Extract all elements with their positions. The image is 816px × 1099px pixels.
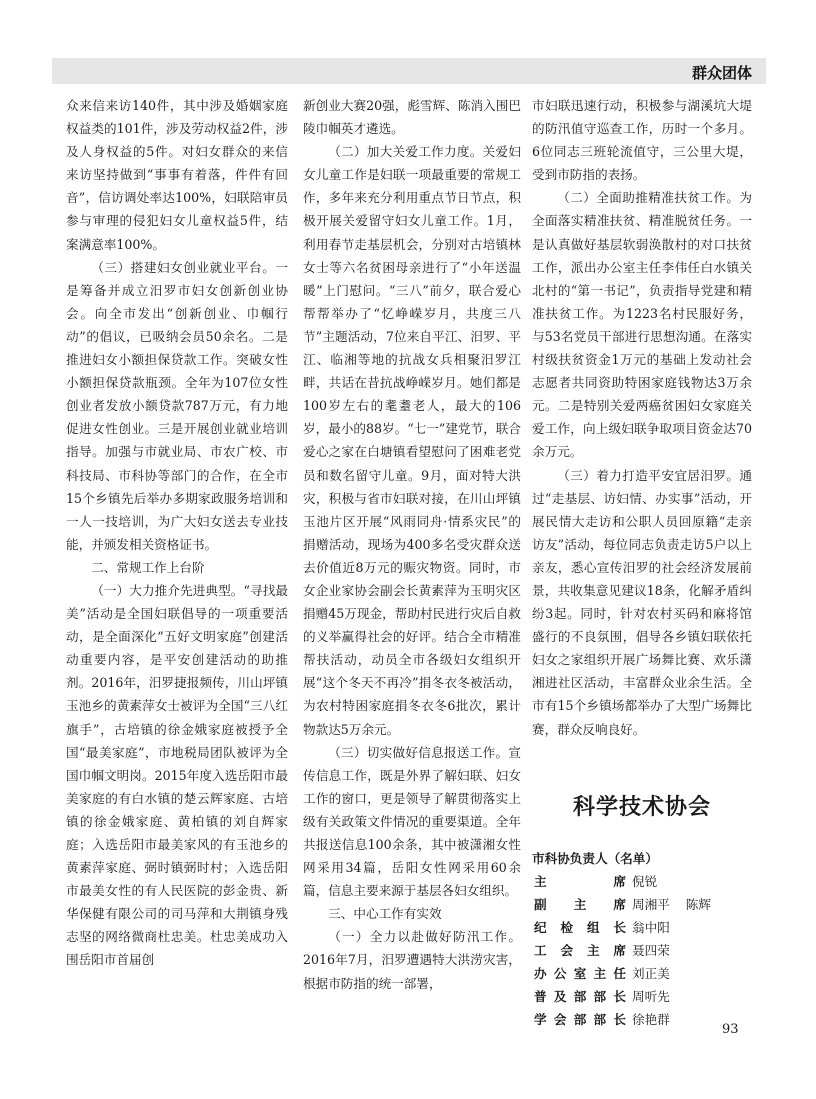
roster-row (534, 939, 754, 962)
roster-row (534, 916, 754, 939)
roster-name: 周湘平 (632, 897, 670, 912)
roster-title: 学会部部长 (534, 1012, 626, 1027)
roster-name: 刘正美 (632, 966, 670, 981)
roster-names (632, 985, 670, 1008)
roster-name: 翁中阳 (632, 920, 670, 935)
paragraph: 市妇联迅速行动，积极参与湖溪坑大堤的防汛值守巡查工作，历时一个多月。6位同志三班轮流值守，三公里大堤，受到市防指的表扬。 (532, 98, 752, 183)
roster-row (534, 962, 754, 985)
section-title: 群众团体 (691, 64, 752, 82)
roster-name: 聂四荣 (632, 943, 670, 958)
roster-row (534, 870, 754, 893)
section-heading: 三、中心工作有实效 (328, 906, 442, 922)
roster-names (632, 962, 670, 985)
page-number: 93 (722, 1022, 739, 1037)
paragraph: （二）加大关爱工作力度。关爱妇女儿童工作是妇联一项最重要的常规工作，多年来充分利用重点节日节点，积极开展关爱留守妇女儿童工作。1月，利用春节走基层机会，分别对古培镇林女士等六名贫困母亲进行了“小年送温暖”上门慰问。“三八”前夕，联合爱心帮帮举办了“忆峥嵘岁月，共度三八节”主题活动，7位来自平江、汨罗、平江、临湘等地的抗战女兵相聚汨罗江畔，共话在昔抗战峥嵘岁月。她们都是100岁左右的耄耋老人，最大的106岁，最小的88岁。“七一”建党节，联合爱心之家在白塘镇看望慰问了困难老党员和数名留守儿童。9月，面对特大洪灾，积极与省市妇联对接，在川山坪镇玉池片区开展“风雨同舟·情系灾民”的捐赠活动，现场为400多名受灾群众送去价值近8万元的赈灾物资。同时，市女企业家协会副会长黄素萍为玉明灾区捐赠45万现金，帮助村民进行灾后自救的义举赢得社会的好评。结合全市精准帮扶活动，动员全市各级妇女组织开展“这个冬天不再冷”捐冬衣冬被活动，为农村特困家庭捐冬衣冬6批次，累计物款达5万余元。 (303, 144, 521, 737)
roster-row (534, 893, 754, 916)
roster-names (632, 870, 657, 893)
paragraph: （三）切实做好信息报送工作。宣传信息工作，既是外界了解妇联、妇女工作的窗口，更是领导了解贯彻落实上级有关政策文件情况的重要渠道。全年共报送信息100余条，其中被潇湘女性网采用34篇，岳阳女性网采用60余篇，信息主要来源于基层各妇女组织。 (303, 744, 521, 899)
leadership-roster (534, 870, 754, 1031)
paragraph: （二）全面助推精准扶贫工作。为全面落实精准扶贫、精准脱贫任务。一是认真做好基层软弱涣散村的对口扶贫工作，派出办公室主任李伟任白水镇关北村的“第一书记”，负责指导党建和精准扶贫工作。为1223名村民服好务，与53名党员干部进行思想沟通。在落实村级扶贫资金1万元的基础上发动社会志愿者共同资助特困家庭钱物达3万余元。二是特别关爱两癌贫困妇女家庭关爱工作，向上级妇联争取项目资金达70余万元。 (532, 190, 752, 460)
roster-title: 主席 (534, 874, 626, 889)
roster-title: 副主席 (534, 897, 626, 912)
paragraph: （三）搭建妇女创业就业平台。一是筹备并成立汨罗市妇女创新创业协会。向全市发出“创新创业、巾帼行动”的倡议，已吸纳会员50余名。二是推进妇女小额担保贷款工作。突破女性小额担保贷款瓶颈。全年为107位女性创业者发放小额贷款787万元，有力地促进女性创业。三是开展创业就业培训指导。加强与市就业局、市农广校、市科技局、市科协等部门的合作，在全市15个乡镇先后举办多期家政服务培训和一人一技培训，为广大妇女送去专业技能，并颁发相关资格证书。 (66, 259, 288, 552)
text-column-2 (303, 94, 521, 995)
paragraph: 新创业大赛20强，彪雪辉、陈消入围巴陵巾帼英才遴选。 (303, 98, 521, 137)
paragraph: （一）全力以赴做好防汛工作。2016年7月，汨罗遭遇特大洪涝灾害，根据市防指的统一部署， (303, 929, 521, 991)
science-association-title: 科学技术协会 (572, 794, 711, 820)
roster-name: 周听先 (632, 989, 670, 1004)
paragraph: 众来信来访140件，其中涉及婚姻家庭权益类的101件，涉及劳动权益2件，涉及人身权益的5件。对妇女群众的来信来访坚持做到“事事有着落，件件有回音”，信访调处率达100%，妇联陪审员参与审理的侵犯妇女儿童权益5件，结案满意率100%。 (66, 98, 288, 252)
roster-name: 倪锐 (632, 874, 658, 889)
section-heading: 二、常规工作上台阶 (91, 559, 205, 575)
section-header-bar (52, 58, 766, 84)
roster-title: 普及部部长 (534, 989, 626, 1004)
roster-row (534, 1008, 754, 1031)
roster-title: 办公室主任 (534, 966, 626, 981)
roster-names (632, 916, 670, 939)
paragraph: （一）大力推介先进典型。“寻找最美”活动是全国妇联倡导的一项重要活动，是全面深化“五好文明家庭”创建活动重要内容，是平安创建活动的助推剂。2016年，汨罗捷报频传，川山坪镇玉池乡的黄素萍女士被评为全国“三八红旗手”，古培镇的徐金娥家庭被授予全国“最美家庭”，市地税局团队被评为全国巾帼文明岗。2015年度入选岳阳市最美家庭的有白水镇的楚云辉家庭、古培镇的徐金娥家庭、黄柏镇的刘自辉家庭；入选岳阳市最美家风的有玉池乡的黄素萍家庭、弼时镇弼时村；入选岳阳市最美女性的有人民医院的彭金贵、新华保健有限公司的司马萍和大荆镇身残志坚的网络微商杜忠美。杜忠美成功入围岳阳市首届创 (66, 582, 288, 968)
roster-name: 陈辉 (685, 897, 711, 912)
roster-names (632, 939, 670, 962)
roster-title: 工会主席 (534, 943, 626, 958)
roster-title: 纪检组长 (534, 920, 626, 935)
roster-row (534, 985, 754, 1008)
roster-heading: 市科协负责人（名单） (532, 851, 658, 866)
roster-names (632, 1008, 670, 1031)
roster-name: 徐艳群 (632, 1012, 670, 1027)
text-column-1 (66, 94, 288, 972)
text-column-3 (532, 94, 752, 741)
roster-names (632, 893, 711, 916)
paragraph: （三）着力打造平安宜居汨罗。通过“走基层、访妇情、办实事”活动，开展民情大走访和公职人员回原籍“走亲访友”活动，每位同志负责走访5户以上亲友，悉心宣传汨罗的社会经济发展前景，共收集意见建议18条，化解矛盾纠纷3起。同时，针对农村买码和麻将馆盛行的不良氛围，倡导各乡镇妇联依托妇女之家组织开展广场舞比赛、欢乐潇湘进社区活动，丰富群众业余生活。全市有15个乡镇场都举办了大型广场舞比赛，群众反响良好。 (532, 467, 752, 737)
